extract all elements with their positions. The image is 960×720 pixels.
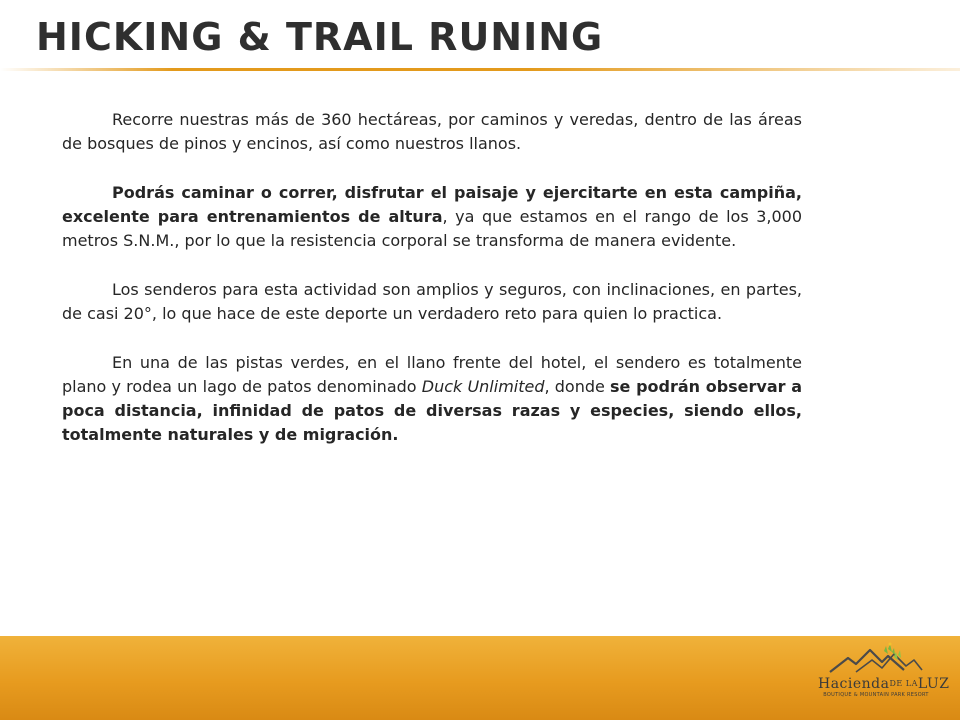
body-text <box>62 108 802 472</box>
title-underline <box>0 68 960 71</box>
footer-bar <box>0 636 960 720</box>
paragraph-2-bold: Podrás caminar o correr, disfrutar el paisaje y ejercitarte en esta campiña, excelente para entrenamientos de altura <box>62 183 802 226</box>
paragraph-4-start: En una de las pistas verdes, en el llano frente del hotel, el sendero es totalmente plano y rodea un lago de patos denominado <box>62 353 802 396</box>
paragraph-4 <box>62 351 802 447</box>
paragraph-4-bold: se podrán observar a poca distancia, infinidad de patos de diversas razas y especies, siendo ellos, totalmente naturales y de migración. <box>62 377 802 444</box>
paragraph-4-italic: Duck Unlimited <box>421 377 545 396</box>
paragraph-1: Recorre nuestras más de 360 hectáreas, por caminos y veredas, dentro de las áreas de bosques de pinos y encinos, así como nuestros llanos. <box>62 110 802 153</box>
logo-tagline: BOUTIQUE & MOUNTAIN PARK RESORT <box>823 692 929 698</box>
mountain-logo-icon <box>826 642 926 676</box>
logo-name: HaciendaDE LALUZ <box>818 676 950 692</box>
paragraph-3: Los senderos para esta actividad son amplios y seguros, con inclinaciones, en partes, de casi 20°, lo que hace de este deporte un verdadero reto para quien lo practica. <box>62 280 802 323</box>
paragraph-2-rest: , ya que estamos en el rango de los 3,000 metros S.N.M., por lo que la resistencia corporal se transforma de manera evidente. <box>62 207 803 250</box>
page-title: HICKING & TRAIL RUNING <box>36 15 604 59</box>
hacienda-logo <box>818 642 950 714</box>
paragraph-4-mid: , donde <box>544 377 611 396</box>
paragraph-2 <box>62 181 802 253</box>
